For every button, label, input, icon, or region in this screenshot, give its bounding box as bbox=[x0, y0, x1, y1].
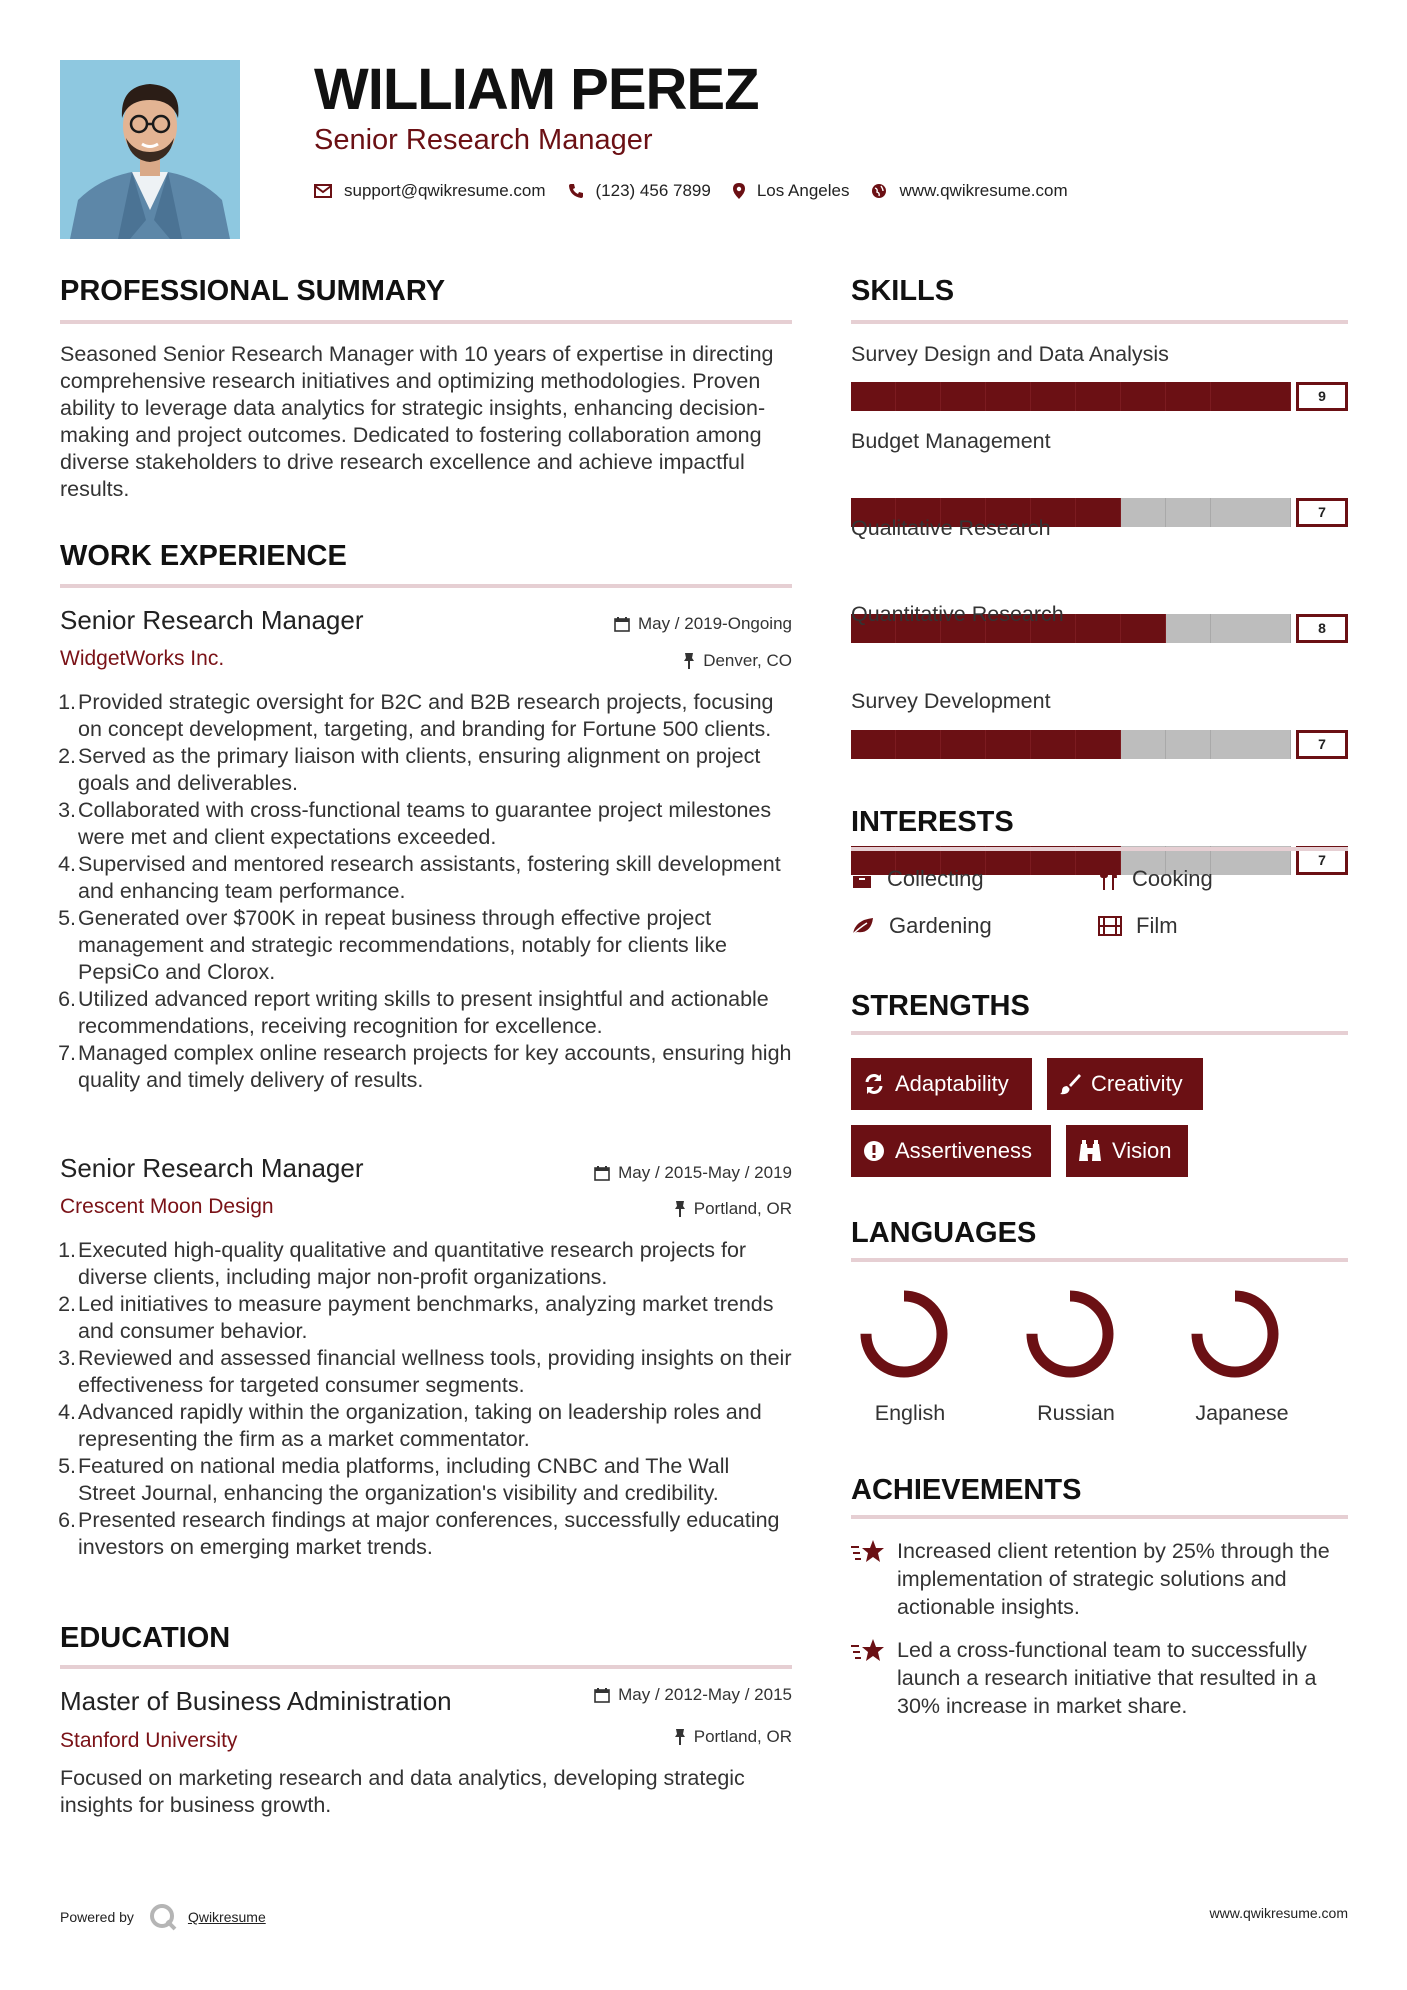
contact-website[interactable] bbox=[871, 181, 1067, 201]
map-pin-icon bbox=[733, 183, 745, 199]
qwikresume-logo-icon bbox=[148, 1902, 178, 1932]
language-label: Japanese bbox=[1195, 1401, 1289, 1425]
calendar-icon bbox=[594, 1687, 610, 1703]
list-item: 2. Served as the primary liaison with clients, ensuring alignment on project goals and deliverables. bbox=[58, 744, 761, 795]
list-item: 5. Featured on national media platforms, including CNBC and The Wall Street Journal, enhancing the organization's visibility and credibility. bbox=[58, 1454, 730, 1505]
calendar-icon bbox=[594, 1165, 610, 1181]
languages-heading: LANGUAGES bbox=[851, 1217, 1037, 1249]
skill-score: 8 bbox=[1296, 614, 1348, 643]
skill-name: Budget Management bbox=[851, 429, 1051, 453]
candidate-name: WILLIAM PEREZ bbox=[314, 57, 759, 122]
film-icon bbox=[1098, 916, 1122, 936]
leaf-icon bbox=[851, 916, 875, 936]
skill-bar bbox=[851, 730, 1348, 759]
list-item: 1. Executed high-quality qualitative and quantitative research projects for diverse clients, including major non-profit organizations. bbox=[58, 1238, 747, 1289]
interests-divider bbox=[851, 847, 1348, 851]
star-icon bbox=[851, 1539, 885, 1565]
star-icon bbox=[851, 1638, 885, 1664]
skill-bar-segment bbox=[1121, 498, 1166, 527]
skill-bar-segment bbox=[1076, 614, 1121, 643]
pushpin-icon bbox=[683, 653, 695, 669]
skill-score: 7 bbox=[1296, 498, 1348, 527]
list-item: 6. Utilized advanced report writing skills to present insightful and actionable recommendations, receiving recognition for excellence. bbox=[58, 987, 769, 1038]
skill-bar-segment bbox=[896, 382, 941, 411]
language-ring-arc bbox=[1197, 1296, 1273, 1372]
website-text: www.qwikresume.com bbox=[899, 181, 1068, 200]
job-company: WidgetWorks Inc. bbox=[60, 647, 225, 670]
utensils-icon bbox=[1098, 868, 1118, 890]
skill-bar-segment bbox=[896, 730, 941, 759]
job-location: Denver, CO bbox=[683, 651, 792, 671]
strength-badge: Assertiveness bbox=[851, 1125, 1051, 1177]
skill-bar-segment bbox=[851, 730, 896, 759]
skill-score: 7 bbox=[1296, 846, 1348, 875]
education-dates: May / 2012-May / 2015 bbox=[594, 1685, 792, 1705]
location-text: Los Angeles bbox=[756, 181, 850, 200]
skill-name: Survey Design and Data Analysis bbox=[851, 342, 1169, 366]
skill-bar-segment bbox=[1031, 382, 1076, 411]
list-item: 5. Generated over $700K in repeat business through effective project management and strategic recommendations, notably for clients like PepsiCo and Clorox. bbox=[58, 906, 727, 984]
candidate-role: Senior Research Manager bbox=[314, 124, 653, 156]
paintbrush-icon bbox=[1059, 1073, 1081, 1095]
skill-bar-segment bbox=[1211, 730, 1291, 759]
globe-icon bbox=[871, 183, 887, 199]
skill-bar-segment bbox=[1121, 382, 1166, 411]
list-item: 6. Presented research findings at major conferences, successfully educating investors on emerging market trends. bbox=[58, 1508, 780, 1559]
skill-bar-segment bbox=[1166, 614, 1211, 643]
language-ring-arc bbox=[866, 1296, 942, 1372]
job-bullets bbox=[60, 689, 792, 1094]
email-text: support@qwikresume.com bbox=[344, 181, 546, 200]
binoculars-icon bbox=[1078, 1140, 1102, 1162]
pushpin-icon bbox=[674, 1201, 686, 1217]
language-label: English bbox=[874, 1401, 946, 1425]
footer-powered-by bbox=[60, 1902, 266, 1932]
strength-badge: Vision bbox=[1066, 1125, 1188, 1177]
school-name: Stanford University bbox=[60, 1729, 238, 1752]
job-title: Senior Research Manager bbox=[60, 605, 364, 635]
education-divider bbox=[60, 1665, 792, 1669]
language-label: Russian bbox=[1037, 1401, 1115, 1425]
skill-name: Qualitative Research bbox=[851, 516, 1051, 540]
strengths-divider bbox=[851, 1031, 1348, 1035]
list-item: 7. Managed complex online research projects for key accounts, ensuring high quality and timely delivery of results. bbox=[58, 1041, 792, 1092]
skill-bar-segment bbox=[986, 730, 1031, 759]
skill-bar-segment bbox=[1211, 498, 1291, 527]
languages-divider bbox=[851, 1258, 1348, 1262]
skill-score: 9 bbox=[1296, 382, 1348, 411]
skill-bar-segment bbox=[941, 730, 986, 759]
skill-name: Quantitative Research bbox=[851, 602, 1064, 626]
contact-phone[interactable] bbox=[568, 181, 711, 201]
interest-item: Film bbox=[1098, 913, 1178, 939]
skills-divider bbox=[851, 320, 1348, 324]
list-item: 2. Led initiatives to measure payment benchmarks, analyzing market trends and consumer behavior. bbox=[58, 1292, 774, 1343]
archive-icon bbox=[851, 869, 873, 889]
skill-bar-segment bbox=[1166, 730, 1211, 759]
job-dates: May / 2019-Ongoing bbox=[614, 614, 792, 634]
strengths-heading: STRENGTHS bbox=[851, 990, 1030, 1022]
job-title: Senior Research Manager bbox=[60, 1153, 364, 1183]
education-description: Focused on marketing research and data analytics, developing strategic insights for business growth. bbox=[60, 1766, 745, 1817]
job-dates: May / 2015-May / 2019 bbox=[594, 1163, 792, 1183]
contact-location bbox=[733, 181, 850, 201]
list-item: 3. Reviewed and assessed financial wellness tools, providing insights on their effectiveness for targeted consumer segments. bbox=[58, 1346, 792, 1397]
list-item: 4. Supervised and mentored research assistants, fostering skill development and enhancing team performance. bbox=[58, 852, 781, 903]
skills-heading: SKILLS bbox=[851, 275, 955, 307]
experience-divider bbox=[60, 584, 792, 588]
skill-bar-segment bbox=[1121, 614, 1166, 643]
skill-bar-segment bbox=[1166, 382, 1211, 411]
interests-heading: INTERESTS bbox=[851, 806, 1014, 838]
achievements-heading: ACHIEVEMENTS bbox=[851, 1474, 1082, 1506]
job-company: Crescent Moon Design bbox=[60, 1195, 274, 1218]
achievements-divider bbox=[851, 1515, 1348, 1519]
degree-title: Master of Business Administration bbox=[60, 1686, 452, 1716]
language-ring bbox=[859, 1289, 949, 1379]
skill-score: 7 bbox=[1296, 730, 1348, 759]
experience-heading: WORK EXPERIENCE bbox=[60, 540, 347, 572]
skill-bar-segment bbox=[1211, 382, 1291, 411]
job-bullets bbox=[60, 1237, 792, 1561]
skill-bar-segment bbox=[1031, 730, 1076, 759]
qwikresume-link[interactable]: Qwikresume bbox=[187, 1909, 266, 1925]
summary-divider bbox=[60, 320, 792, 324]
language-ring bbox=[1025, 1289, 1115, 1379]
language-ring bbox=[1190, 1289, 1280, 1379]
education-heading: EDUCATION bbox=[60, 1622, 231, 1654]
achievement-item: Increased client retention by 25% through the implementation of strategic solutions and actionable insights. bbox=[851, 1537, 1348, 1621]
achievement-item: Led a cross-functional team to successfully launch a research initiative that resulted in a 30% increase in market share. bbox=[851, 1636, 1348, 1720]
interest-item: Gardening bbox=[851, 913, 992, 939]
refresh-icon bbox=[863, 1073, 885, 1095]
profile-photo bbox=[60, 60, 240, 239]
summary-text: Seasoned Senior Research Manager with 10 years of expertise in directing comprehensive research initiatives and optimizing methodologies. Proven ability to leverage data analytics for strategic insights, enhancing decision-making and project outcomes. Dedicated to fostering collaboration among diverse stakeholders to drive research excellence and achieve impactful results. bbox=[60, 342, 774, 501]
contact-email[interactable] bbox=[314, 181, 546, 201]
strength-badge: Adaptability bbox=[851, 1058, 1032, 1110]
interest-item: Collecting bbox=[851, 866, 984, 892]
skill-bar-segment bbox=[1076, 382, 1121, 411]
exclamation-icon bbox=[863, 1140, 885, 1162]
powered-by-text: Powered by bbox=[60, 1909, 134, 1925]
calendar-icon bbox=[614, 616, 630, 632]
list-item: 3. Collaborated with cross-functional teams to guarantee project milestones were met and client expectations exceeded. bbox=[58, 798, 772, 849]
skill-bar-segment bbox=[941, 382, 986, 411]
phone-icon bbox=[568, 183, 584, 199]
phone-text: (123) 456 7899 bbox=[595, 181, 711, 200]
summary-heading: PROFESSIONAL SUMMARY bbox=[60, 275, 446, 307]
envelope-icon bbox=[314, 184, 332, 198]
footer-website[interactable]: www.qwikresume.com bbox=[1209, 1905, 1348, 1921]
skill-bar-segment bbox=[851, 382, 896, 411]
skill-bar-segment bbox=[1211, 614, 1291, 643]
contact-row bbox=[314, 176, 1090, 206]
skill-bar-segment bbox=[1166, 498, 1211, 527]
pushpin-icon bbox=[674, 1729, 686, 1745]
strength-badge: Creativity bbox=[1047, 1058, 1203, 1110]
skill-name: Survey Development bbox=[851, 689, 1051, 713]
skill-bar-segment bbox=[986, 382, 1031, 411]
skill-bar-segment bbox=[1076, 498, 1121, 527]
education-location: Portland, OR bbox=[674, 1727, 792, 1747]
job-location: Portland, OR bbox=[674, 1199, 792, 1219]
skill-bar bbox=[851, 382, 1348, 411]
skill-bar-segment bbox=[1121, 730, 1166, 759]
language-ring-arc bbox=[1032, 1296, 1108, 1372]
skill-bar-segment bbox=[1076, 730, 1121, 759]
interest-item: Cooking bbox=[1098, 866, 1213, 892]
list-item: 4. Advanced rapidly within the organization, taking on leadership roles and representing the firm as a market commentator. bbox=[58, 1400, 762, 1451]
list-item: 1. Provided strategic oversight for B2C and B2B research projects, focusing on concept development, targeting, and branding for Fortune 500 clients. bbox=[58, 690, 774, 741]
